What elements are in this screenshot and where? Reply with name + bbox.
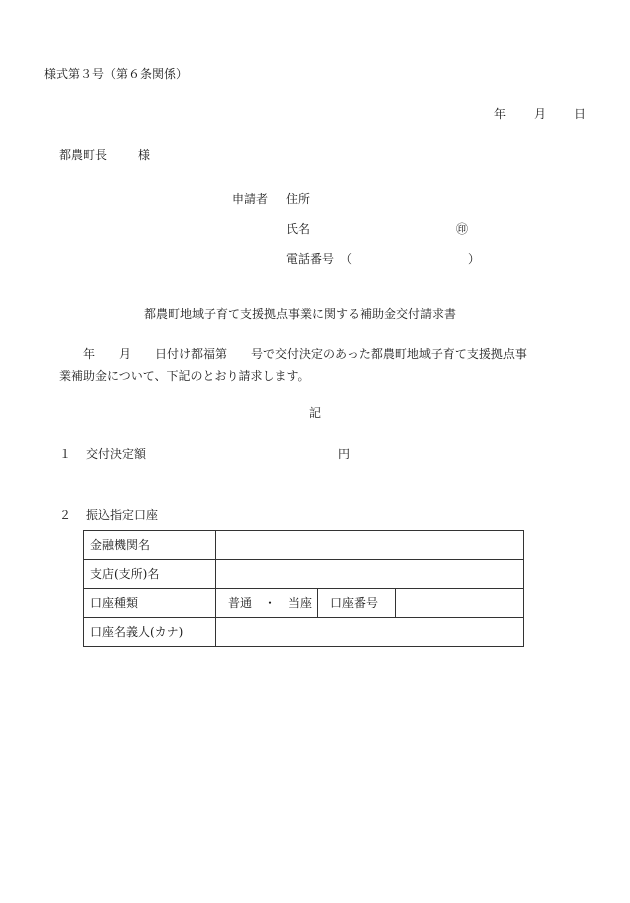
account-type-options[interactable]: 普通 ・ 当座 [216,589,318,618]
branch-name-field[interactable] [216,560,524,589]
date-day: 日 [574,107,587,121]
branch-name-label: 支店(支所)名 [84,560,216,589]
applicant-label: 申請者 [232,192,269,206]
body-line-1 [59,346,527,362]
form-number: 様式第３号（第６条関係） [44,67,189,81]
addressee-name: 都農町長 [59,148,108,162]
item1-unit: 円 [338,447,351,461]
seal-mark: ㊞ [456,222,469,236]
table-row [84,531,524,560]
bank-name-field[interactable] [216,531,524,560]
ki-heading: 記 [309,406,322,420]
account-number-label: 口座番号 [318,589,396,618]
body-line-2: 業補助金について、下記のとおり請求します。 [59,369,310,383]
account-holder-label: 口座名義人(カナ) [84,618,216,647]
item1-label: 交付決定額 [86,447,147,461]
table-row [84,589,524,618]
item2-number: ２ [59,508,72,522]
bank-name-label: 金融機関名 [84,531,216,560]
applicant-address-label: 住所 [286,192,311,206]
item2-label: 振込指定口座 [86,508,159,522]
account-number-field[interactable] [396,589,524,618]
account-type-label: 口座種類 [84,589,216,618]
date-month: 月 [534,107,547,121]
document-title: 都農町地域子育て支援拠点事業に関する補助金交付請求書 [144,307,457,321]
table-row [84,618,524,647]
phone-open-paren: （ [340,252,353,266]
item1-number: １ [59,447,72,461]
account-holder-field[interactable] [216,618,524,647]
table-row [84,560,524,589]
phone-close-paren: ） [468,252,481,266]
bank-account-table [83,530,524,647]
body-text-1: 年 月 日付け都福第 号で交付決定のあった都農町地域子育て支援拠点事 [83,347,527,361]
date-year: 年 [494,107,507,121]
applicant-phone-label: 電話番号 [286,252,335,266]
addressee-honorific: 様 [138,148,151,162]
applicant-name-label: 氏名 [286,222,311,236]
